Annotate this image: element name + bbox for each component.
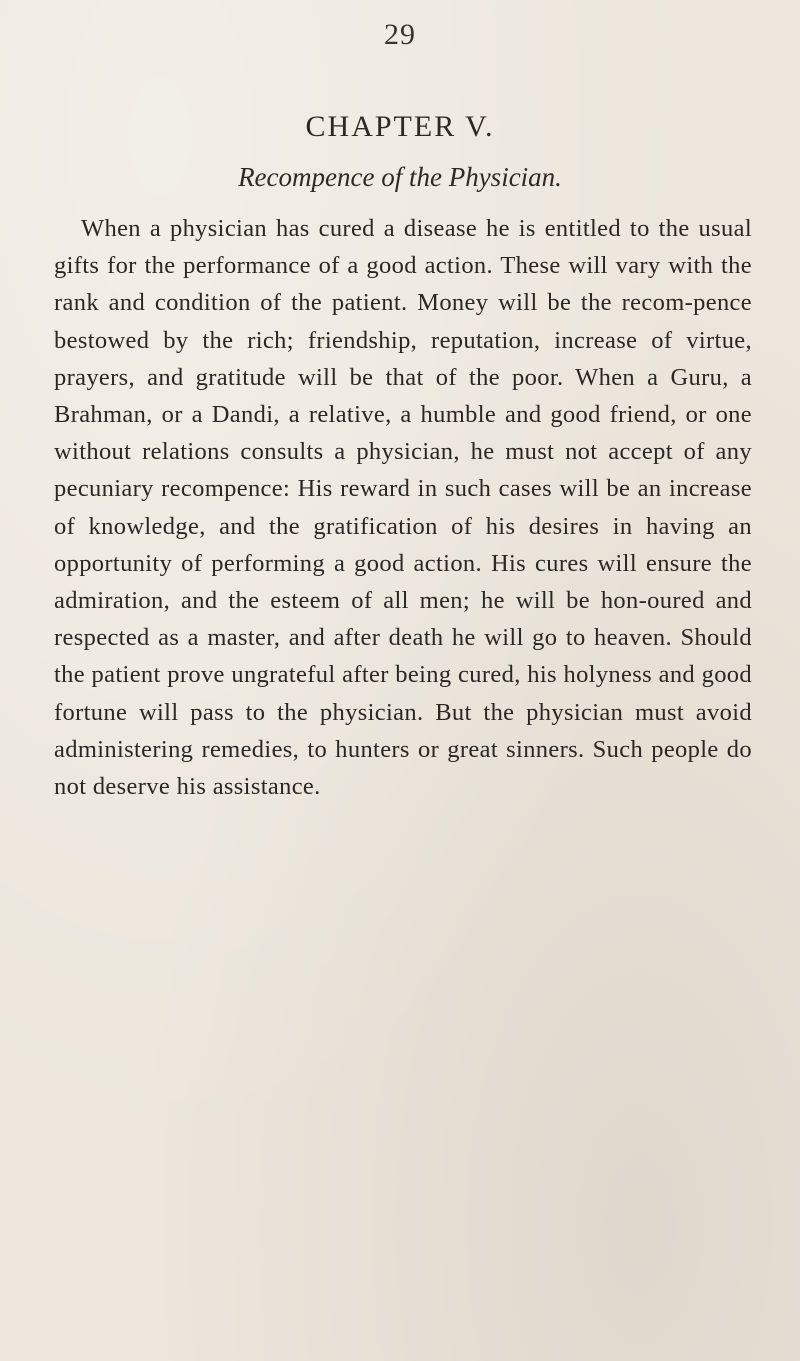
chapter-heading: CHAPTER V. — [305, 110, 495, 143]
body-paragraph: When a physician has cured a disease he is entitled to the usual gifts for the performance of a good action. These will vary with the rank and condition of the patient. Money will be the recom-pence bestowed by the rich; friendship, reputation, increase of virtue, prayers, and gratitude will be that of the poor. When a Guru, a Brahman, or a Dandi, a relative, a humble and good friend, or one without relations consults a physician, he must not accept of any pecuniary recompence: His reward in such cases will be an increase of knowledge, and the gratification of his desires in having an opportunity of performing a good action. His cures will ensure the admiration, and the esteem of all men; he will be hon-oured and respected as a master, and after death he will go to heaven. Should the patient prove ungrateful after being cured, his holyness and good fortune will pass to the physician. But the physician must avoid administering remedies, to hunters or great sinners. Such people do not deserve his assistance. — [54, 215, 752, 801]
page-number: 29 — [384, 18, 416, 51]
chapter-subtitle: Recompence of the Physician. — [238, 162, 562, 192]
